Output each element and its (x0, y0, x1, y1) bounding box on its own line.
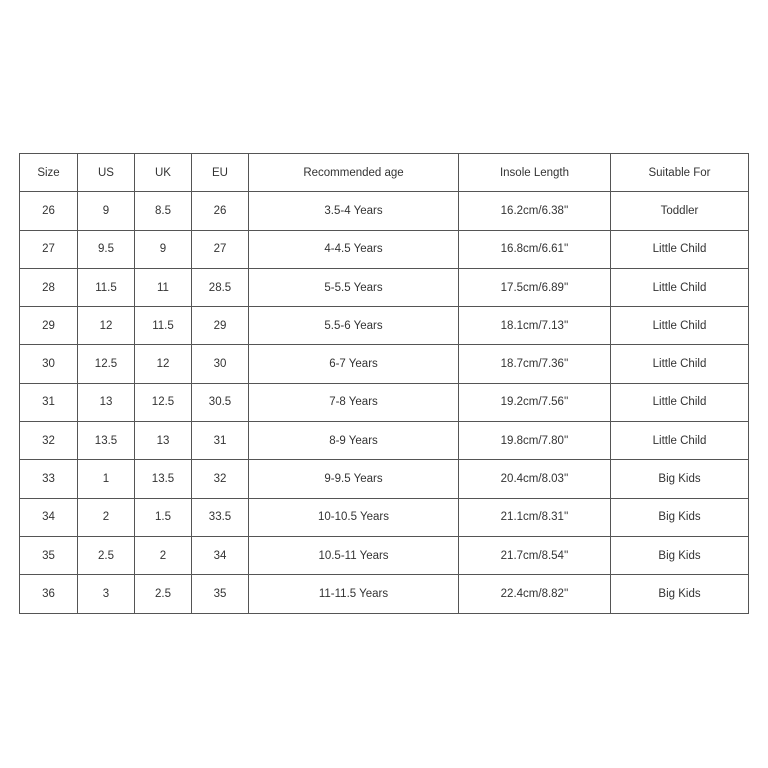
cell-suitable-for: Big Kids (611, 498, 749, 536)
column-header-eu: EU (192, 154, 249, 192)
cell-eu: 34 (192, 536, 249, 574)
table-row (20, 345, 749, 383)
cell-size: 30 (20, 345, 78, 383)
table-row (20, 383, 749, 421)
cell-insole-length: 21.7cm/8.54'' (459, 536, 611, 574)
cell-recommended-age: 3.5-4 Years (249, 192, 459, 230)
cell-uk: 9 (135, 230, 192, 268)
cell-uk: 13 (135, 422, 192, 460)
size-chart-table (19, 153, 749, 614)
cell-us: 2 (78, 498, 135, 536)
cell-eu: 31 (192, 422, 249, 460)
cell-us: 12.5 (78, 345, 135, 383)
header-row (20, 154, 749, 192)
column-header-size: Size (20, 154, 78, 192)
table-row (20, 498, 749, 536)
column-header-recommended-age: Recommended age (249, 154, 459, 192)
cell-us: 9 (78, 192, 135, 230)
cell-size: 34 (20, 498, 78, 536)
cell-insole-length: 22.4cm/8.82'' (459, 575, 611, 613)
table-row (20, 230, 749, 268)
table-row (20, 460, 749, 498)
cell-suitable-for: Little Child (611, 383, 749, 421)
table-row (20, 575, 749, 613)
table-body (20, 192, 749, 613)
cell-uk: 12.5 (135, 383, 192, 421)
cell-us: 2.5 (78, 536, 135, 574)
cell-uk: 13.5 (135, 460, 192, 498)
table-row (20, 192, 749, 230)
cell-size: 29 (20, 307, 78, 345)
cell-suitable-for: Little Child (611, 230, 749, 268)
cell-uk: 11.5 (135, 307, 192, 345)
cell-size: 35 (20, 536, 78, 574)
cell-uk: 2 (135, 536, 192, 574)
table-row (20, 307, 749, 345)
cell-size: 31 (20, 383, 78, 421)
cell-uk: 12 (135, 345, 192, 383)
cell-insole-length: 21.1cm/8.31'' (459, 498, 611, 536)
cell-insole-length: 17.5cm/6.89'' (459, 268, 611, 306)
table-row (20, 536, 749, 574)
cell-us: 13 (78, 383, 135, 421)
cell-insole-length: 16.2cm/6.38'' (459, 192, 611, 230)
cell-size: 32 (20, 422, 78, 460)
cell-insole-length: 18.7cm/7.36'' (459, 345, 611, 383)
cell-eu: 30 (192, 345, 249, 383)
column-header-insole-length: Insole Length (459, 154, 611, 192)
cell-us: 11.5 (78, 268, 135, 306)
cell-recommended-age: 7-8 Years (249, 383, 459, 421)
cell-us: 12 (78, 307, 135, 345)
column-header-us: US (78, 154, 135, 192)
cell-uk: 1.5 (135, 498, 192, 536)
cell-eu: 29 (192, 307, 249, 345)
cell-suitable-for: Toddler (611, 192, 749, 230)
cell-us: 3 (78, 575, 135, 613)
cell-suitable-for: Big Kids (611, 536, 749, 574)
cell-suitable-for: Big Kids (611, 575, 749, 613)
cell-uk: 8.5 (135, 192, 192, 230)
table-row (20, 268, 749, 306)
cell-eu: 33.5 (192, 498, 249, 536)
cell-suitable-for: Big Kids (611, 460, 749, 498)
cell-us: 1 (78, 460, 135, 498)
cell-recommended-age: 10-10.5 Years (249, 498, 459, 536)
table-header (20, 154, 749, 192)
cell-uk: 2.5 (135, 575, 192, 613)
cell-eu: 30.5 (192, 383, 249, 421)
cell-insole-length: 16.8cm/6.61'' (459, 230, 611, 268)
cell-insole-length: 18.1cm/7.13'' (459, 307, 611, 345)
cell-size: 26 (20, 192, 78, 230)
cell-insole-length: 20.4cm/8.03'' (459, 460, 611, 498)
cell-size: 28 (20, 268, 78, 306)
cell-recommended-age: 8-9 Years (249, 422, 459, 460)
cell-eu: 28.5 (192, 268, 249, 306)
cell-recommended-age: 5-5.5 Years (249, 268, 459, 306)
cell-suitable-for: Little Child (611, 307, 749, 345)
cell-recommended-age: 11-11.5 Years (249, 575, 459, 613)
cell-uk: 11 (135, 268, 192, 306)
cell-size: 36 (20, 575, 78, 613)
cell-recommended-age: 9-9.5 Years (249, 460, 459, 498)
table-row (20, 422, 749, 460)
cell-us: 9.5 (78, 230, 135, 268)
cell-size: 33 (20, 460, 78, 498)
column-header-uk: UK (135, 154, 192, 192)
cell-us: 13.5 (78, 422, 135, 460)
cell-eu: 26 (192, 192, 249, 230)
cell-suitable-for: Little Child (611, 268, 749, 306)
cell-recommended-age: 5.5-6 Years (249, 307, 459, 345)
cell-eu: 35 (192, 575, 249, 613)
cell-recommended-age: 10.5-11 Years (249, 536, 459, 574)
cell-suitable-for: Little Child (611, 345, 749, 383)
cell-suitable-for: Little Child (611, 422, 749, 460)
cell-recommended-age: 6-7 Years (249, 345, 459, 383)
cell-eu: 32 (192, 460, 249, 498)
column-header-suitable-for: Suitable For (611, 154, 749, 192)
cell-recommended-age: 4-4.5 Years (249, 230, 459, 268)
cell-eu: 27 (192, 230, 249, 268)
cell-size: 27 (20, 230, 78, 268)
cell-insole-length: 19.2cm/7.56'' (459, 383, 611, 421)
cell-insole-length: 19.8cm/7.80'' (459, 422, 611, 460)
